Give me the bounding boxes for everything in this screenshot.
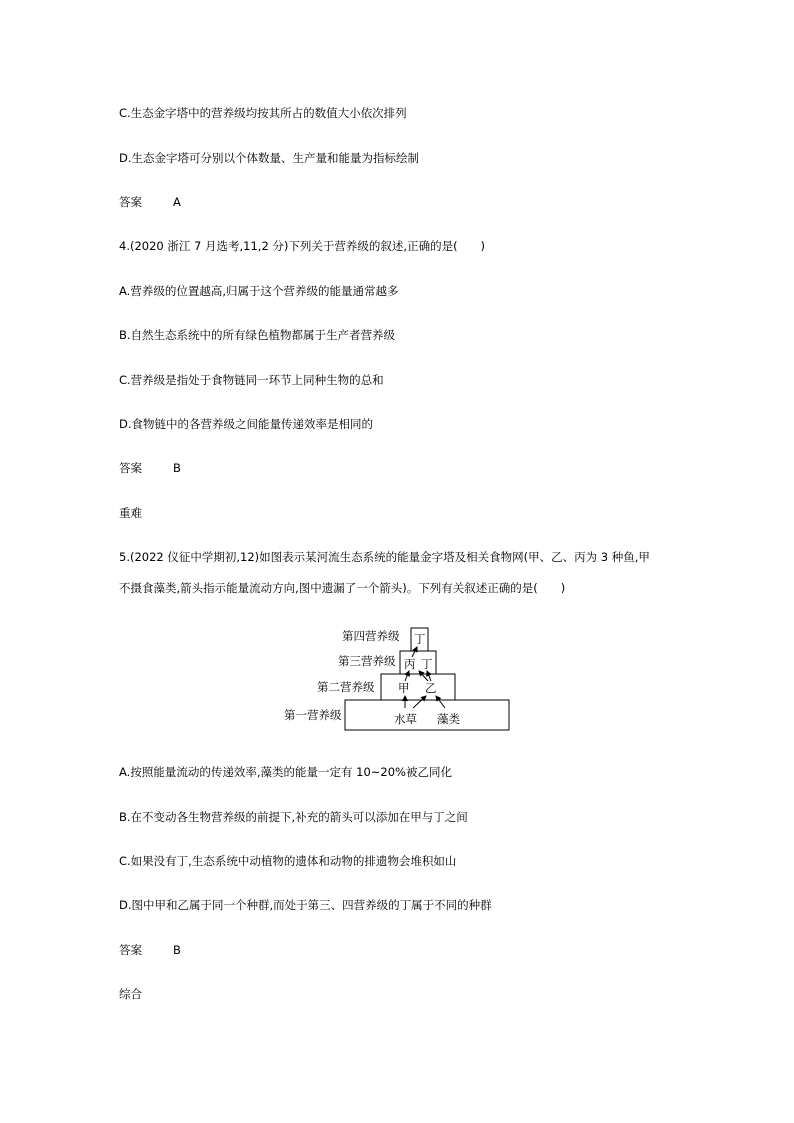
answer-label: 答案 [119, 195, 142, 209]
organism-zaolei: 藻类 [437, 712, 460, 726]
q4-answer [119, 460, 181, 476]
level4-label: 第四营养级 [342, 629, 400, 643]
q3-option-d: D.生态金字塔可分别以个体数量、生产量和能量为指标绘制 [119, 151, 420, 165]
answer-label: 答案 [119, 943, 142, 957]
q5-option-a: A.按照能量流动的传递效率,藻类的能量一定有 10~20%被乙同化 [119, 765, 452, 779]
q5-stem-line1: 5.(2022 仪征中学期初,12)如图表示某河流生态系统的能量金字塔及相关食物网(甲、乙、丙为 3 种鱼,甲 [119, 550, 650, 564]
section-heading-hard: 重难 [119, 506, 142, 520]
q4-option-a: A.营养级的位置越高,归属于这个营养级的能量通常越多 [119, 284, 399, 298]
section-heading-comprehensive: 综合 [119, 987, 142, 1001]
organism-shuicao: 水草 [394, 712, 417, 726]
level1-label: 第一营养级 [284, 708, 342, 722]
answer-label: 答案 [119, 461, 142, 475]
q4-option-d: D.食物链中的各营养级之间能量传递效率是相同的 [119, 417, 374, 431]
organism-jia: 甲 [398, 681, 410, 695]
organism-ding-top: 丁 [414, 632, 426, 646]
q3-option-c: C.生态金字塔中的营养级均按其所占的数值大小依次排列 [119, 106, 407, 120]
answer-value: A [173, 195, 181, 209]
q3-answer [119, 194, 181, 210]
level2-label: 第二营养级 [317, 680, 375, 694]
q5-option-d: D.图中甲和乙属于同一个种群,而处于第三、四营养级的丁属于不同的种群 [119, 898, 492, 912]
energy-pyramid-figure [280, 622, 512, 734]
q5-option-c: C.如果没有丁,生态系统中动植物的遗体和动物的排遗物会堆积如山 [119, 854, 457, 868]
organism-bing: 丙 [404, 657, 416, 671]
q4-option-b: B.自然生态系统中的所有绿色植物都属于生产者营养级 [119, 328, 396, 342]
organism-yi: 乙 [425, 681, 437, 695]
organism-ding-mid: 丁 [421, 657, 433, 671]
q4-option-c: C.营养级是指处于食物链同一环节上同种生物的总和 [119, 373, 384, 387]
level2-box [381, 674, 455, 700]
level1-box [345, 700, 509, 730]
q5-answer [119, 942, 181, 958]
q5-stem-line2: 不摄食藻类,箭头指示能量流动方向,图中遗漏了一个箭头)。下列有关叙述正确的是( ) [119, 581, 566, 595]
answer-value: B [173, 943, 181, 957]
q5-option-b: B.在不变动各生物营养级的前提下,补充的箭头可以添加在甲与丁之间 [119, 810, 468, 824]
answer-value: B [173, 461, 181, 475]
level3-label: 第三营养级 [338, 654, 396, 668]
q4-stem: 4.(2020 浙江 7 月选考,11,2 分)下列关于营养级的叙述,正确的是( ) [119, 239, 486, 253]
